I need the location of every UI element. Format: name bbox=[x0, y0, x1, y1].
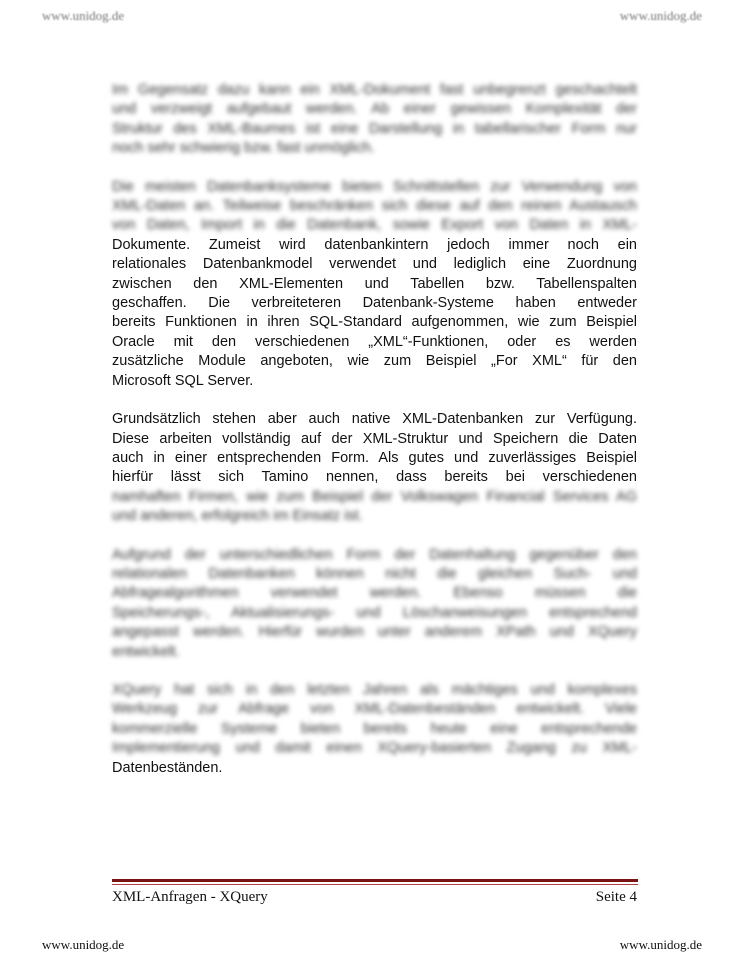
document-body bbox=[112, 81, 637, 797]
paragraph-line: Speicherungs-, Aktualisierungs- und Löschanweisungen entsprechend bbox=[112, 604, 637, 621]
paragraph-line: namhaften Firmen, wie zum Beispiel der Volkswagen Financial Services AG bbox=[112, 488, 637, 505]
paragraph-line: Implementierung und damit einen XQuery-basierten Zugang zu XML- bbox=[112, 740, 637, 757]
paragraph-line: angepasst werden. Hierfür wurden unter anderem XPath und XQuery bbox=[112, 624, 637, 641]
paragraph-line: bereits Funktionen in ihren SQL-Standard aufgenommen, wie zum Beispiel bbox=[112, 314, 637, 331]
paragraph-line: entwickelt. bbox=[112, 643, 180, 660]
paragraph-line: geschaffen. Die verbreiteteren Datenbank-Systeme haben entweder bbox=[112, 295, 637, 312]
paragraph-line: Diese arbeiten vollständig auf der XML-Struktur und Speichern die Daten bbox=[112, 430, 637, 447]
paragraph-line: und anderen, erfolgreich im Einsatz ist. bbox=[112, 508, 363, 525]
watermark-top-left: www.unidog.de bbox=[42, 8, 125, 23]
paragraph-line: relationalen Datenbanken können nicht die gleichen Such- und bbox=[112, 565, 637, 582]
paragraph bbox=[112, 546, 637, 662]
paragraph-line: Microsoft SQL Server. bbox=[112, 372, 254, 389]
paragraph-line: von Daten, Import in die Datenbank, sowie Export von Daten in XML- bbox=[112, 217, 637, 234]
paragraph-line: Grundsätzlich stehen aber auch native XML-Datenbanken zur Verfügung. bbox=[112, 411, 637, 428]
paragraph bbox=[112, 178, 637, 391]
paragraph-line: noch sehr schwierig bzw. fast unmöglich. bbox=[112, 140, 375, 157]
paragraph-line: hierfür lässt sich Tamino nennen, dass bereits bei verschiedenen bbox=[112, 469, 637, 486]
paragraph-line: XML-Daten an. Teilweise beschränken sich diese auf den reinen Austausch bbox=[112, 198, 637, 215]
watermark-bottom-left: www.unidog.de bbox=[42, 937, 125, 952]
paragraph-line: zwischen den XML-Elementen und Tabellen bzw. Tabellenspalten bbox=[112, 275, 637, 292]
watermark-top-right: www.unidog.de bbox=[619, 8, 702, 23]
paragraph-line: XQuery hat sich in den letzten Jahren als mächtiges und komplexes bbox=[112, 681, 637, 698]
paragraph-line: auch in einer entsprechenden Form. Als gutes und zuverlässiges Beispiel bbox=[112, 449, 637, 466]
paragraph-line: zusätzliche Module angeboten, wie zum Beispiel „For XML“ für den bbox=[112, 353, 637, 370]
watermark-bottom-right: www.unidog.de bbox=[619, 937, 702, 952]
footer-divider bbox=[112, 879, 638, 882]
paragraph bbox=[112, 681, 637, 778]
paragraph-line: Struktur des XML-Baumes ist eine Darstellung in tabellarischer Form nur bbox=[112, 120, 637, 137]
footer-title: XML-Anfragen - XQuery bbox=[112, 889, 268, 905]
footer-page-number: Seite 4 bbox=[595, 889, 637, 905]
paragraph bbox=[112, 81, 637, 159]
paragraph-line: Aufgrund der unterschiedlichen Form der Datenhaltung gegenüber den bbox=[112, 546, 637, 563]
paragraph-line: Datenbeständen. bbox=[112, 759, 223, 776]
paragraph-line: Dokumente. Zumeist wird datenbankintern jedoch immer noch ein bbox=[112, 236, 637, 253]
paragraph-line: Abfragealgorithmen verwendet werden. Ebenso müssen die bbox=[112, 585, 637, 602]
paragraph-line: Im Gegensatz dazu kann ein XML-Dokument fast unbegrenzt geschachtelt bbox=[112, 82, 637, 98]
paragraph-line: kommerzielle Systeme bieten bereits heute eine entsprechende bbox=[112, 720, 637, 737]
footer-divider-thin bbox=[112, 884, 638, 885]
paragraph-line: relationales Datenbankmodel verwendet und lediglich eine Zuordnung bbox=[112, 256, 637, 273]
paragraph-line: Die meisten Datenbanksysteme bieten Schnittstellen zur Verwendung von bbox=[112, 178, 637, 195]
paragraph-line: und verzweigt aufgebaut werden. Ab einer gewissen Komplexität der bbox=[112, 101, 637, 118]
paragraph-line: Werkzeug zur Abfrage von XML-Datenbeständen entwickelt. Viele bbox=[112, 701, 637, 718]
paragraph bbox=[112, 410, 637, 526]
paragraph-line: Oracle mit den verschiedenen „XML“-Funktionen, oder es werden bbox=[112, 333, 637, 350]
